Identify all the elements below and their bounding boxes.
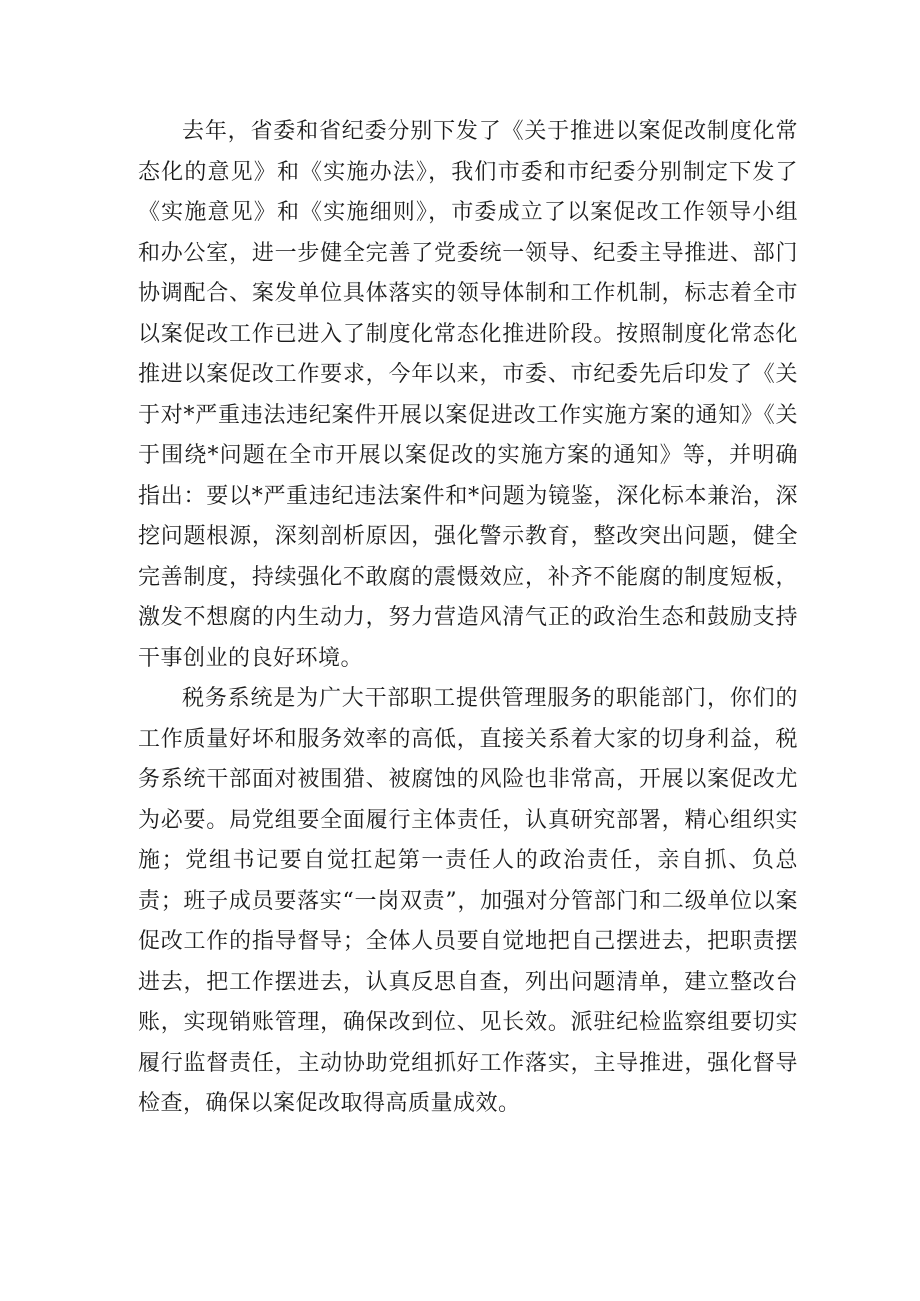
paragraph-2: 税务系统是为广大干部职工提供管理服务的职能部门，你们的工作质量好坏和服务效率的高低，直接关系着大家的切身利益，税务系统干部面对被围猎、被腐蚀的风险也非常高，开展以案促改尤为必要。局党组要全面履行主体责任，认真研究部署，精心组织实施；党组书记要自觉扛起第一责任人的政治责任，亲自抓、负总责；班子成员要落实“一岗双责”，加强对分管部门和二级单位以案促改工作的指导督导；全体人员要自觉地把自己摆进去，把职责摆进去，把工作摆进去，认真反思自查，列出问题清单，建立整改台账，实现销账管理，确保改到位、见长效。派驻纪检监察组要切实履行监督责任，主动协助党组抓好工作落实，主导推进，强化督导检查，确保以案促改取得高质量成效。 [138, 686, 798, 1116]
paragraph-1: 去年，省委和省纪委分别下发了《关于推进以案促改制度化常态化的意见》和《实施办法》，我们市委和市纪委分别制定下发了《实施意见》和《实施细则》，市委成立了以案促改工作领导小组和办公室，进一步健全完善了党委统一领导、纪委主导推进、部门协调配合、案发单位具体落实的领导体制和工作机制，标志着全市以案促改工作已进入了制度化常态化推进阶段。按照制度化常态化推进以案促改工作要求，今年以来，市委、市纪委先后印发了《关于对*严重违法违纪案件开展以案促进改工作实施方案的通知》《关于围绕*问题在全市开展以案促改的实施方案的通知》等，并明确指出：要以*严重违纪违法案件和*问题为镜鉴，深化标本兼治，深挖问题根源，深刻剖析原因，强化警示教育，整改突出问题，健全完善制度，持续强化不敢腐的震慑效应，补齐不能腐的制度短板，激发不想腐的内生动力，努力营造风清气正的政治生态和鼓励支持干事创业的良好环境。 [138, 119, 798, 671]
document-body [138, 112, 798, 1125]
